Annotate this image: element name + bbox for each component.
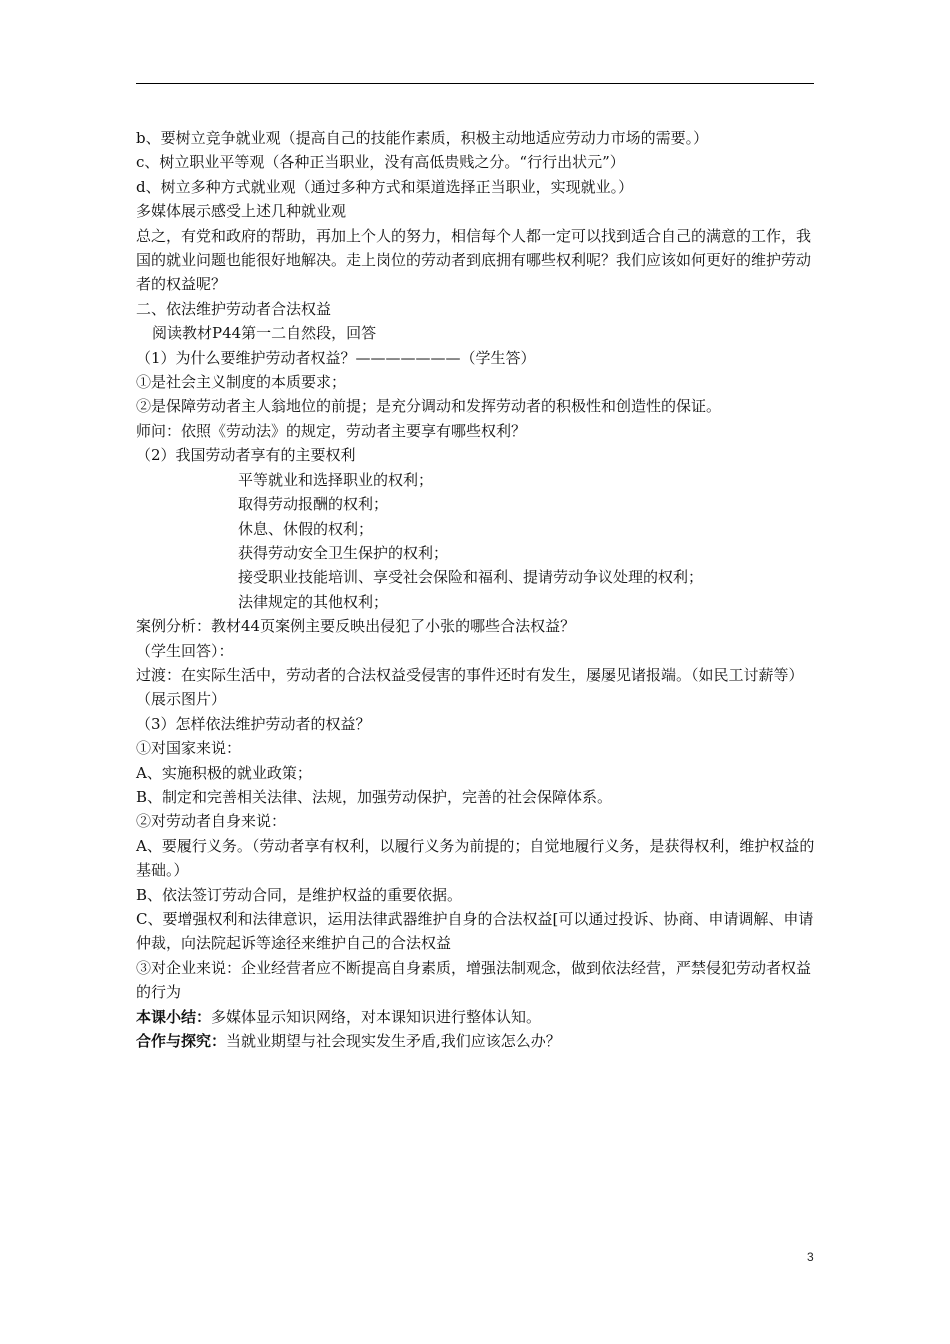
rights-item: 平等就业和选择职业的权利；	[238, 470, 434, 489]
paragraph: d、树立多种方式就业观（通过多种方式和渠道选择正当职业，实现就业。）	[136, 177, 634, 196]
paragraph: c、树立职业平等观（各种正当职业，没有高低贵贱之分。“行行出状元”）	[136, 153, 625, 172]
rights-item: 法律规定的其他权利；	[238, 592, 389, 611]
explore-line	[136, 1029, 820, 1053]
paragraph: 过渡：在实际生活中，劳动者的合法权益受侵害的事件还时有发生，屡屡见诸报端。（如民工讨薪等）（展示图片）	[136, 665, 804, 709]
summary-line	[136, 1005, 820, 1029]
paragraph: 多媒体展示感受上述几种就业观	[136, 202, 347, 221]
list-item: ③对企业来说：企业经营者应不断提高自身素质，增强法制观念，做到依法经营，严禁侵犯劳动者权益的行为	[136, 958, 812, 1002]
section-heading: 二、依法维护劳动者合法权益	[136, 299, 332, 318]
question: （3）怎样依法维护劳动者的权益？	[136, 714, 371, 733]
rights-item: 休息、休假的权利；	[238, 519, 374, 538]
list-item: ①对国家来说：	[136, 739, 242, 758]
paragraph: 案例分析：教材44页案例主要反映出侵犯了小张的哪些合法权益？	[136, 617, 576, 636]
header-rule	[136, 83, 814, 84]
rights-item: 取得劳动报酬的权利；	[238, 495, 389, 514]
paragraph: 阅读教材P44第一二自然段，回答	[152, 324, 377, 343]
list-item: ①是社会主义制度的本质要求；	[136, 373, 347, 392]
list-item: B、制定和完善相关法律、法规，加强劳动保护，完善的社会保障体系。	[136, 787, 613, 806]
question: （1）为什么要维护劳动者权益？———————（学生答）	[136, 348, 536, 367]
question: （2）我国劳动者享有的主要权利	[136, 446, 356, 465]
explore-label: 合作与探究：	[136, 1032, 227, 1051]
list-item: B、依法签订劳动合同，是维护权益的重要依据。	[136, 885, 463, 904]
list-item: ②是保障劳动者主人翁地位的前提；是充分调动和发挥劳动者的积极性和创造性的保证。	[136, 397, 722, 416]
paragraph: （学生回答）：	[136, 641, 234, 660]
page-number: 3	[807, 1250, 814, 1264]
list-item: ②对劳动者自身来说：	[136, 812, 287, 831]
summary-label: 本课小结：	[136, 1007, 212, 1026]
summary-text: 多媒体显示知识网络，对本课知识进行整体认知。	[211, 1007, 542, 1026]
rights-item: 接受职业技能培训、享受社会保险和福利、提请劳动争议处理的权利；	[238, 568, 704, 587]
explore-text: 当就业期望与社会现实发生矛盾,我们应该怎么办？	[226, 1032, 561, 1051]
list-item: A、要履行义务。（劳动者享有权利，以履行义务为前提的；自觉地履行义务，是获得权利，维护权益的基础。）	[136, 836, 815, 880]
list-item: A、实施积极的就业政策；	[136, 763, 312, 782]
paragraph: 总之，有党和政府的帮助，再加上个人的努力，相信每个人都一定可以找到适合自己的满意的工作，我国的就业问题也能很好地解决。走上岗位的劳动者到底拥有哪些权利呢？我们应该如何更好的维护劳动者的权益呢？	[136, 226, 812, 294]
list-item: C、要增强权利和法律意识，运用法律武器维护自身的合法权益[可以通过投诉、协商、申请调解、申请仲裁，向法院起诉等途径来维护自己的合法权益	[136, 910, 814, 953]
document-body	[136, 126, 820, 1053]
paragraph: b、要树立竞争就业观（提高自己的技能作素质，积极主动地适应劳动力市场的需要。）	[136, 129, 709, 147]
paragraph: 师问：依照《劳动法》的规定，劳动者主要享有哪些权利？	[136, 421, 527, 440]
rights-item: 获得劳动安全卫生保护的权利；	[238, 543, 449, 562]
